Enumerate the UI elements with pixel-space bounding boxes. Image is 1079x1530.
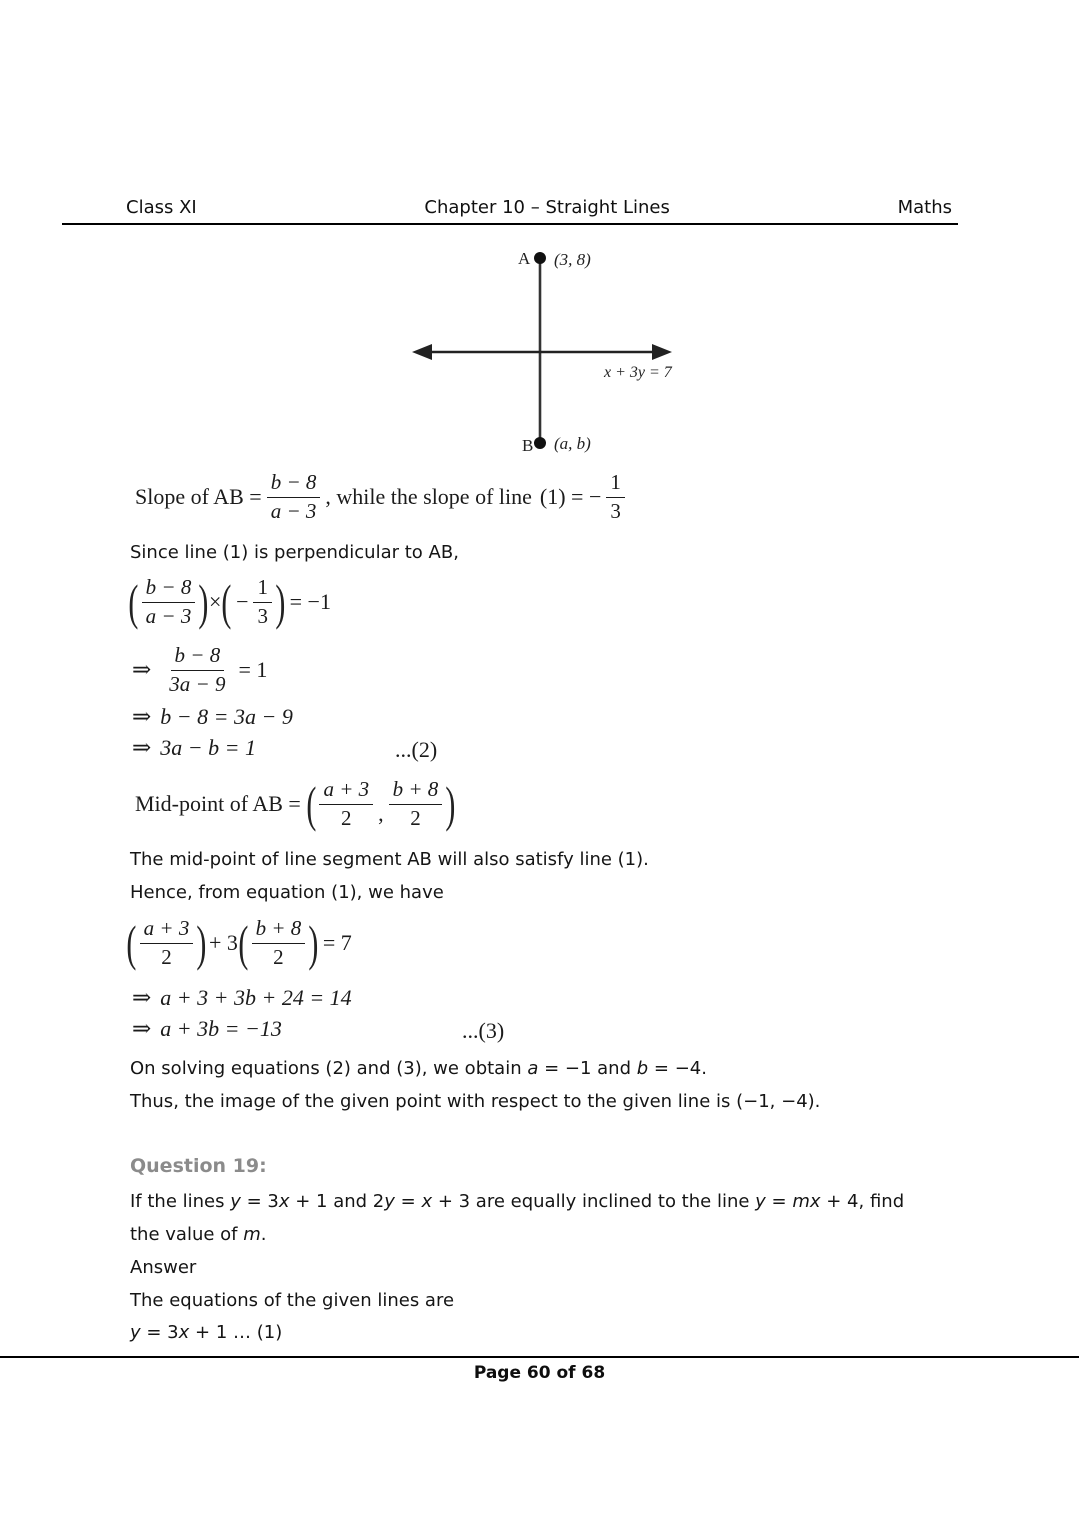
expanded-equation	[132, 985, 352, 1011]
left-paren: (	[306, 776, 317, 832]
question-19-line2: the value of m.	[130, 1224, 267, 1245]
header-chapter-title: Chapter 10 – Straight Lines	[424, 197, 670, 218]
plus-three: + 3	[208, 930, 238, 955]
conclusion-text: Thus, the image of the given point with respect to the given line is (−1, −4).	[130, 1091, 821, 1112]
right-paren: )	[445, 776, 456, 832]
substitution-equation	[128, 908, 352, 978]
var-b: b	[636, 1058, 649, 1079]
solve-result-text: On solving equations (2) and (3), we obtain a = −1 and b = −4.	[130, 1058, 707, 1079]
equation-body: b − 8 = 3a − 9	[160, 704, 293, 729]
perpendicular-intro-text: Since line (1) is perpendicular to AB,	[130, 542, 459, 563]
fraction-b8-2: $\frac{b + 8}{2}$	[389, 777, 443, 830]
perpendicular-product-equation	[130, 570, 331, 634]
fraction-1-3: $\frac{1}{3}$	[606, 470, 625, 523]
slope-middle-text: , while the slope of line	[325, 484, 532, 509]
fraction-a3-2: $\frac{a + 3}{2}$	[319, 777, 373, 830]
right-paren: )	[308, 915, 319, 971]
slope-prefix: Slope of AB =	[135, 484, 262, 509]
left-paren: (	[238, 915, 249, 971]
midpoint-prefix: Mid-point of AB =	[135, 791, 301, 816]
implies-icon: ⇒	[132, 985, 152, 1010]
equation-2-tag: ...(2)	[395, 737, 438, 762]
slope-line1-lead: (1) = −	[539, 484, 602, 509]
fraction-b8-2: $\frac{b + 8}{2}$	[252, 916, 306, 969]
equation-3	[132, 1016, 692, 1042]
line-equation-label: x + 3y = 7	[604, 364, 672, 381]
midpoint-satisfy-text: The mid-point of line segment AB will also satisfy line (1).	[130, 849, 649, 870]
implies-icon: ⇒	[132, 704, 152, 729]
left-paren: (	[221, 574, 232, 630]
point-b-coords: (a, b)	[554, 434, 591, 453]
right-arrowhead-icon	[652, 344, 672, 360]
point-a-dot	[534, 252, 546, 264]
equals-seven: = 7	[322, 930, 352, 955]
equals-one: = 1	[238, 657, 268, 682]
fraction-b8-a3: $\frac{b - 8}{a - 3}$	[142, 575, 196, 628]
implies-icon: ⇒	[132, 657, 152, 682]
implies-linear-equation	[132, 704, 293, 730]
question-19-heading: Question 19:	[130, 1155, 267, 1177]
minus-sign: −	[236, 589, 249, 614]
point-a-coords: (3, 8)	[554, 250, 591, 269]
implies-fraction-equation	[132, 640, 267, 700]
fraction-b8-3a9: $\frac{b - 8}{3a - 9}$	[169, 643, 226, 696]
equation-body: a + 3b = −13	[160, 1016, 282, 1041]
left-paren: (	[128, 574, 139, 630]
point-a-label: A	[518, 249, 531, 268]
header-subject: Maths	[897, 197, 952, 218]
page-number: Page 60 of 68	[473, 1363, 606, 1383]
header-class: Class XI	[126, 197, 197, 218]
fraction-a3-2: $\frac{a + 3}{2}$	[140, 916, 194, 969]
equals-minus-one: = −1	[289, 589, 331, 614]
slope-equation	[135, 466, 630, 528]
left-paren: (	[126, 915, 137, 971]
fraction-1-3: $\frac{1}{3}$	[253, 575, 272, 628]
right-paren: )	[275, 574, 286, 630]
implies-icon: ⇒	[132, 735, 152, 760]
equation-2	[132, 735, 632, 761]
equation-body: a + 3 + 3b + 24 = 14	[160, 985, 352, 1010]
left-arrowhead-icon	[412, 344, 432, 360]
answer-label: Answer	[130, 1257, 197, 1278]
equation-3-tag: ...(3)	[462, 1018, 505, 1043]
given-lines-text: The equations of the given lines are	[130, 1290, 455, 1311]
coordinate-diagram	[402, 236, 702, 461]
equation-body: 3a − b = 1	[160, 735, 256, 760]
hence-text: Hence, from equation (1), we have	[130, 882, 444, 903]
footer-rule	[0, 1356, 1079, 1358]
midpoint-equation	[135, 772, 454, 836]
implies-icon: ⇒	[132, 1016, 152, 1041]
comma: ,	[378, 801, 384, 826]
equation-1-line: y = 3x + 1 … (1)	[130, 1322, 283, 1343]
question-19-line1: If the lines y = 3x + 1 and 2y = x + 3 are equally inclined to the line y = mx + 4, find	[130, 1191, 905, 1212]
page-header	[62, 197, 958, 225]
point-b-label: B	[522, 436, 534, 455]
point-b-dot	[534, 437, 546, 449]
right-paren: )	[196, 915, 207, 971]
var-a: a	[527, 1058, 539, 1079]
fraction-b8-a3: $\frac{b - 8}{a - 3}$	[267, 470, 321, 523]
times-sign: ×	[208, 589, 222, 614]
right-paren: )	[198, 574, 209, 630]
